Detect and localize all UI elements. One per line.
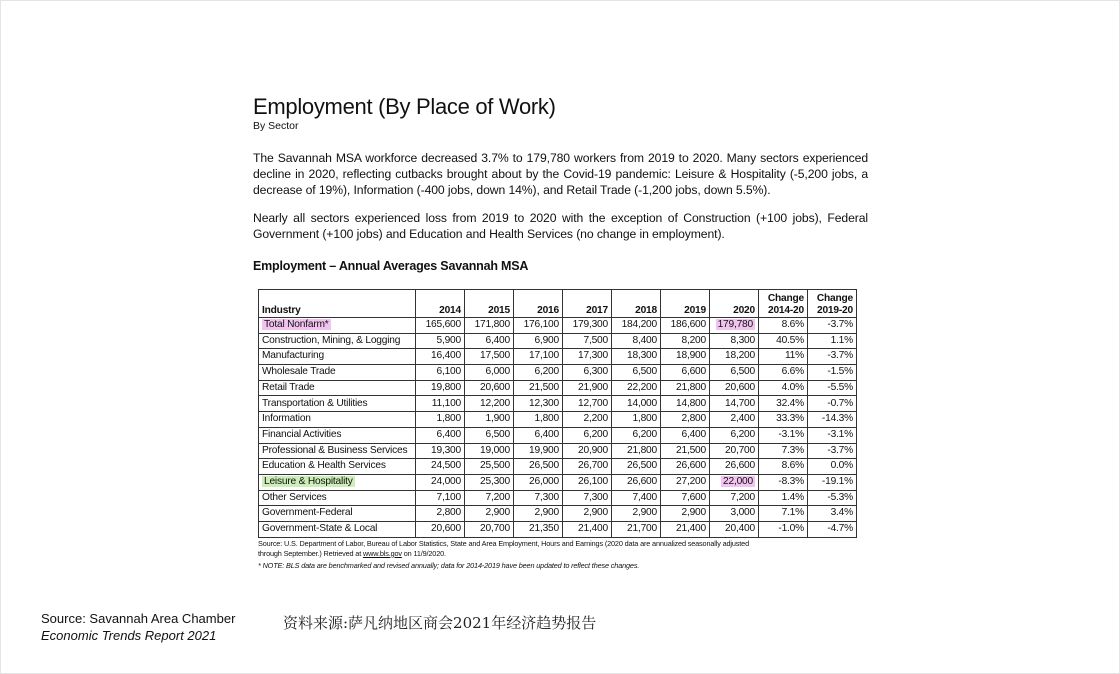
bls-link[interactable]: www.bls.gov bbox=[362, 548, 402, 558]
value-cell: 12,700 bbox=[563, 396, 612, 412]
value-cell: 3.4% bbox=[808, 506, 857, 522]
value-cell: 6,300 bbox=[563, 365, 612, 381]
value-cell: 1.1% bbox=[808, 333, 857, 349]
value-cell: 20,600 bbox=[465, 380, 514, 396]
value-cell: 19,800 bbox=[416, 380, 465, 396]
value-cell: 26,100 bbox=[563, 474, 612, 490]
header-2014: 2014 bbox=[416, 290, 465, 318]
value-cell: 17,300 bbox=[563, 349, 612, 365]
document-subtitle: By Sector bbox=[253, 120, 299, 132]
value-cell: 21,700 bbox=[612, 521, 661, 537]
value-cell: 165,600 bbox=[416, 318, 465, 334]
value-cell: 7,300 bbox=[563, 490, 612, 506]
value-cell: 19,000 bbox=[465, 443, 514, 459]
value-cell: 24,500 bbox=[416, 459, 465, 475]
value-cell: 21,350 bbox=[514, 521, 563, 537]
value-cell: 6,400 bbox=[416, 427, 465, 443]
value-cell: 7,600 bbox=[661, 490, 710, 506]
value-cell: 12,300 bbox=[514, 396, 563, 412]
value-cell: -4.7% bbox=[808, 521, 857, 537]
value-cell: -3.7% bbox=[808, 349, 857, 365]
value-cell: 7,500 bbox=[563, 333, 612, 349]
value-cell: 20,400 bbox=[710, 521, 759, 537]
footer-source-chinese: 资料来源:萨凡纳地区商会2021年经济趋势报告 bbox=[283, 614, 597, 632]
industry-cell: Government-State & Local bbox=[259, 521, 416, 537]
value-cell: 184,200 bbox=[612, 318, 661, 334]
value-cell: 8.6% bbox=[759, 459, 808, 475]
value-cell: 2,400 bbox=[710, 412, 759, 428]
value-cell: 40.5% bbox=[759, 333, 808, 349]
value-cell: 21,500 bbox=[514, 380, 563, 396]
value-cell: 20,600 bbox=[416, 521, 465, 537]
header-2018: 2018 bbox=[612, 290, 661, 318]
table-row bbox=[259, 396, 857, 412]
table-row bbox=[259, 380, 857, 396]
value-cell: 21,500 bbox=[661, 443, 710, 459]
value-cell: 6,400 bbox=[465, 333, 514, 349]
value-cell: -5.3% bbox=[808, 490, 857, 506]
value-cell: 7.1% bbox=[759, 506, 808, 522]
value-cell: 19,900 bbox=[514, 443, 563, 459]
table-body bbox=[259, 318, 857, 538]
value-cell: 2,900 bbox=[514, 506, 563, 522]
value-cell: 21,400 bbox=[563, 521, 612, 537]
value-cell: 1,800 bbox=[612, 412, 661, 428]
industry-cell: Total Nonfarm* bbox=[259, 318, 416, 334]
value-cell: 1,900 bbox=[465, 412, 514, 428]
value-cell: 7,100 bbox=[416, 490, 465, 506]
value-cell: 1,800 bbox=[416, 412, 465, 428]
value-cell: 8,400 bbox=[612, 333, 661, 349]
value-cell: 2,900 bbox=[563, 506, 612, 522]
value-cell: 16,400 bbox=[416, 349, 465, 365]
table-row bbox=[259, 333, 857, 349]
value-cell: 2,900 bbox=[661, 506, 710, 522]
value-cell: 7,200 bbox=[465, 490, 514, 506]
value-cell: 1.4% bbox=[759, 490, 808, 506]
value-cell: 25,300 bbox=[465, 474, 514, 490]
value-cell: 0.0% bbox=[808, 459, 857, 475]
value-cell: 14,000 bbox=[612, 396, 661, 412]
value-cell: 14,800 bbox=[661, 396, 710, 412]
table-row bbox=[259, 443, 857, 459]
industry-cell: Education & Health Services bbox=[259, 459, 416, 475]
value-cell: 18,900 bbox=[661, 349, 710, 365]
value-cell: 33.3% bbox=[759, 412, 808, 428]
header-change-2014-20: Change 2014-20 bbox=[759, 290, 808, 318]
value-cell: 6,400 bbox=[661, 427, 710, 443]
document-title: Employment (By Place of Work) bbox=[253, 94, 556, 119]
value-cell: 25,500 bbox=[465, 459, 514, 475]
value-cell: 2,800 bbox=[661, 412, 710, 428]
value-cell: -5.5% bbox=[808, 380, 857, 396]
table-source bbox=[258, 539, 858, 571]
value-cell: 8,200 bbox=[661, 333, 710, 349]
value-cell: 6,200 bbox=[710, 427, 759, 443]
header-2016: 2016 bbox=[514, 290, 563, 318]
value-cell: 26,000 bbox=[514, 474, 563, 490]
value-cell: 6,200 bbox=[514, 365, 563, 381]
table-header-row bbox=[259, 290, 857, 318]
value-cell: -3.1% bbox=[759, 427, 808, 443]
value-cell: 2,800 bbox=[416, 506, 465, 522]
value-cell: -3.7% bbox=[808, 318, 857, 334]
industry-cell: Wholesale Trade bbox=[259, 365, 416, 381]
value-cell: 26,600 bbox=[710, 459, 759, 475]
benchmark-note: * NOTE: BLS data are benchmarked and revised annually; data for 2014-2019 have been updated to reflect these changes. bbox=[258, 560, 640, 570]
value-cell: 21,800 bbox=[612, 443, 661, 459]
value-cell: 2,900 bbox=[465, 506, 514, 522]
value-cell: 7,200 bbox=[710, 490, 759, 506]
value-cell: 19,300 bbox=[416, 443, 465, 459]
paragraph-sectors: Nearly all sectors experienced loss from 2019 to 2020 with the exception of Construction (+100 jobs), Federal Government (+100 jobs) and Education and Health Services (no change in employment). bbox=[253, 211, 868, 241]
value-cell: 21,900 bbox=[563, 380, 612, 396]
value-cell: 4.0% bbox=[759, 380, 808, 396]
value-cell: 6,500 bbox=[612, 365, 661, 381]
table-row bbox=[259, 506, 857, 522]
table-row bbox=[259, 412, 857, 428]
value-cell: 1,800 bbox=[514, 412, 563, 428]
header-change-2019-20: Change 2019-20 bbox=[808, 290, 857, 318]
footer-source-line-1: Source: Savannah Area Chamber bbox=[41, 611, 236, 626]
value-cell: 7,300 bbox=[514, 490, 563, 506]
value-cell: 6,100 bbox=[416, 365, 465, 381]
value-cell: 20,900 bbox=[563, 443, 612, 459]
value-cell: 11% bbox=[759, 349, 808, 365]
value-cell: 2,900 bbox=[612, 506, 661, 522]
industry-cell: Retail Trade bbox=[259, 380, 416, 396]
value-cell: 2,200 bbox=[563, 412, 612, 428]
industry-cell: Manufacturing bbox=[259, 349, 416, 365]
table-row bbox=[259, 318, 857, 334]
industry-cell: Other Services bbox=[259, 490, 416, 506]
value-cell: -14.3% bbox=[808, 412, 857, 428]
value-cell: 20,700 bbox=[710, 443, 759, 459]
table-row bbox=[259, 521, 857, 537]
value-cell: 21,800 bbox=[661, 380, 710, 396]
value-cell: 11,100 bbox=[416, 396, 465, 412]
value-cell: 32.4% bbox=[759, 396, 808, 412]
table-title: Employment – Annual Averages Savannah MSA bbox=[253, 259, 529, 273]
footer-source-english bbox=[41, 610, 235, 644]
value-cell: -3.7% bbox=[808, 443, 857, 459]
value-cell: 6,200 bbox=[612, 427, 661, 443]
value-cell: 179,780 bbox=[710, 318, 759, 334]
value-cell: 8,300 bbox=[710, 333, 759, 349]
value-cell: 6,900 bbox=[514, 333, 563, 349]
header-industry: Industry bbox=[259, 290, 416, 318]
value-cell: -1.5% bbox=[808, 365, 857, 381]
value-cell: 24,000 bbox=[416, 474, 465, 490]
value-cell: 8.6% bbox=[759, 318, 808, 334]
value-cell: 6,200 bbox=[563, 427, 612, 443]
industry-cell: Leisure & Hospitality bbox=[259, 474, 416, 490]
value-cell: 18,200 bbox=[710, 349, 759, 365]
industry-cell: Transportation & Utilities bbox=[259, 396, 416, 412]
value-cell: 7,400 bbox=[612, 490, 661, 506]
industry-cell: Construction, Mining, & Logging bbox=[259, 333, 416, 349]
employment-document bbox=[253, 94, 868, 571]
source-line-1: Source: U.S. Department of Labor, Bureau of Labor Statistics, State and Area Employment, Hours and Earnings (2020 data are annualized seasonally adjusted bbox=[258, 538, 749, 548]
value-cell: 17,100 bbox=[514, 349, 563, 365]
value-cell: 21,400 bbox=[661, 521, 710, 537]
source-line-2: through September.) Retrieved at www.bls.gov on 11/9/2020. bbox=[258, 548, 446, 558]
value-cell: 176,100 bbox=[514, 318, 563, 334]
industry-cell: Government-Federal bbox=[259, 506, 416, 522]
value-cell: 7.3% bbox=[759, 443, 808, 459]
value-cell: 3,000 bbox=[710, 506, 759, 522]
value-cell: 186,600 bbox=[661, 318, 710, 334]
value-cell: 20,700 bbox=[465, 521, 514, 537]
value-cell: 26,700 bbox=[563, 459, 612, 475]
value-cell: 14,700 bbox=[710, 396, 759, 412]
value-cell: 6,500 bbox=[710, 365, 759, 381]
value-cell: 6.6% bbox=[759, 365, 808, 381]
value-cell: -19.1% bbox=[808, 474, 857, 490]
value-cell: 5,900 bbox=[416, 333, 465, 349]
value-cell: 6,500 bbox=[465, 427, 514, 443]
value-cell: 12,200 bbox=[465, 396, 514, 412]
footer-source-line-2: Economic Trends Report 2021 bbox=[41, 628, 217, 643]
table-row bbox=[259, 365, 857, 381]
value-cell: 171,800 bbox=[465, 318, 514, 334]
value-cell: 26,500 bbox=[612, 459, 661, 475]
value-cell: 26,500 bbox=[514, 459, 563, 475]
value-cell: 6,600 bbox=[661, 365, 710, 381]
value-cell: 27,200 bbox=[661, 474, 710, 490]
value-cell: 26,600 bbox=[661, 459, 710, 475]
paragraph-workforce: The Savannah MSA workforce decreased 3.7% to 179,780 workers from 2019 to 2020. Many sectors experienced decline in 2020, reflecting cutbacks brought about by the Covid-19 pandemic: Leisure & Hospitality (-5,200 jobs, a decrease of 19%), Information (-400 jobs, down 14%), and Retail Trade (-1,200 jobs, down 5.5%). bbox=[253, 151, 868, 197]
value-cell: -0.7% bbox=[808, 396, 857, 412]
value-cell: -3.1% bbox=[808, 427, 857, 443]
value-cell: 179,300 bbox=[563, 318, 612, 334]
value-cell: 20,600 bbox=[710, 380, 759, 396]
industry-cell: Financial Activities bbox=[259, 427, 416, 443]
employment-table bbox=[258, 289, 857, 538]
table-row bbox=[259, 474, 857, 490]
value-cell: 17,500 bbox=[465, 349, 514, 365]
table-row bbox=[259, 349, 857, 365]
industry-cell: Information bbox=[259, 412, 416, 428]
value-cell: 22,200 bbox=[612, 380, 661, 396]
header-2019: 2019 bbox=[661, 290, 710, 318]
value-cell: 26,600 bbox=[612, 474, 661, 490]
industry-cell: Professional & Business Services bbox=[259, 443, 416, 459]
value-cell: -8.3% bbox=[759, 474, 808, 490]
header-2017: 2017 bbox=[563, 290, 612, 318]
header-2020: 2020 bbox=[710, 290, 759, 318]
value-cell: 6,400 bbox=[514, 427, 563, 443]
header-2015: 2015 bbox=[465, 290, 514, 318]
value-cell: 18,300 bbox=[612, 349, 661, 365]
table-row bbox=[259, 427, 857, 443]
value-cell: 22,000 bbox=[710, 474, 759, 490]
value-cell: 6,000 bbox=[465, 365, 514, 381]
table-row bbox=[259, 490, 857, 506]
value-cell: -1.0% bbox=[759, 521, 808, 537]
table-row bbox=[259, 459, 857, 475]
